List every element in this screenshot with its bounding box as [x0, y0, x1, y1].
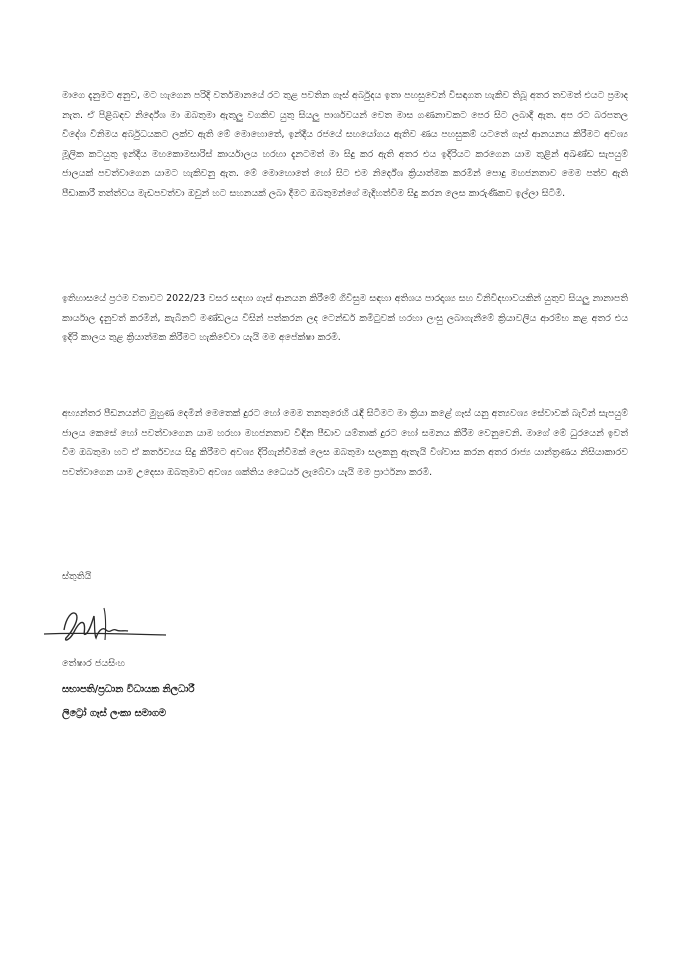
letter-paragraph-1: මාගෙ දැනුමට අනුව, මට හැගෙන පරිදි වර්තමානයේ රට තුළ පවතින ගෑස් අර්බුදය ඉතා පහසුවෙන් විසඳාගත හැකිව තිබූ අතර තවමත් එයට ප්‍රමාද නැත. ඒ පිළිබඳව නිර්දේශ මා ඔබතුමා ඇතුලු වගකිව යුතු සියලු පාර්ශවයන් වෙත මාස ගණනාවකට පෙර සිට ලබාදී ඇත. අප රට බරපතල විදේශ විනිමය අර්බුධයකට ලක්ව ඇති මේ මොහොතේ, ඉන්දීය රජයේ සහයෝගය ඇතිව ණය පහසුකම් යටතේ ගෑස් ආනයනය කිරීමට අවශ්‍ය මූලික කටයුතු ඉන්දීය මහකොමසාරිස් කාර්යාලය හරහා දැනටමත් මා සිදු කර ඇති අතර එය ඉදිරියට කරගෙන යාම තුළින් අඛණ්ඩ සැපයුම් ජාලයක් පවත්වාගෙන යාමට හැකිවනු ඇත. මේ මොහොතේ හෝ සිට එම නිර්දේශ ක්‍රියාත්මක කරමින් පොදු මහජනතාව මෙම පත්ව ඇති පීඩාකාරී තත්ත්වය මැඩපවත්වා ඔවුන් හට සහනයක් ලබා දීමට ඔබතුමන්ගේ මැදිහත්වීම සිදු කරන ලෙස කාරුණිකව ඉල්ලා සිටිමි.	[62, 90, 628, 199]
signer-company: ලිට්‍රෝ ගෑස් ලංකා සමාගම	[62, 708, 166, 719]
signer-title: සභාපති/ප්‍රධාන විධායක නිලධාරී	[62, 684, 195, 695]
signer-name: තේෂාර ජයසිංහ	[62, 658, 126, 669]
letter-paragraph-2: ඉතිහාසයේ ප්‍රථම වතාවට 2022/23 වසර සඳහා ගෑස් ආනයන කිරීමේ ගිවිසුම සඳහා අතිශය පාරදෘශ්‍ය සහ විනිවිදභාවයකින් යුතුව සියලු නානාපති කාර්යාල දැනුවත් කරමින්, කැබිනට් මණ්ඩලය විසින් පත්කරන ලද ටෙන්ඩර් කමිටුවක් හරහා ලංසු ලබාගැනීමේ ක්‍රියාවලිය ආරම්භ කළ අතර එය ඉදිරි කාලය තුළ ක්‍රියාත්මක කිරීමට හැකිවේවා යැයි මම අපේක්ෂා කරමි.	[62, 293, 628, 344]
letter-closing: ස්තුතියි	[62, 571, 92, 582]
letter-paragraph-3: අභ්‍යන්තර පීඩනයන්ට මුහුණ දෙමින් මෙතෙක් දුරට හෝ මෙම තනතුරෙහි රැඳී සිටීමට මා ක්‍රියා කළේ ගෑස් යනු අත්‍යවශ්‍ය සේවාවක් බැවින් සැපයුම් ජාලය කෙසේ හෝ පවත්වාගෙන යාම හරහා මහජනතාව විඳින පීඩාව යම්තාක් දුරට හෝ සමනය කිරීම වෙනුවෙනි. මාගේ මේ ධුරයෙන් ඉවත් වීම ඔබතුමා හට ඒ කර්තව්‍යය සිදු කිරීමට අවශ්‍ය දිරිගැන්වීමක් ලෙස ඔබතුමා සලකනු ඇතැයි විශ්වාස කරන අතර රාජ්‍ය යාන්ත්‍රණය නිසියාකාරව පවත්වාගෙන යාම උදෙසා ඔබතුමාට අවශ්‍ය ශක්තිය ධෛර්ය ලැබේවා යැයි මම ප්‍රාර්ථනා කරමි.	[62, 408, 628, 478]
signature-icon	[40, 600, 170, 650]
